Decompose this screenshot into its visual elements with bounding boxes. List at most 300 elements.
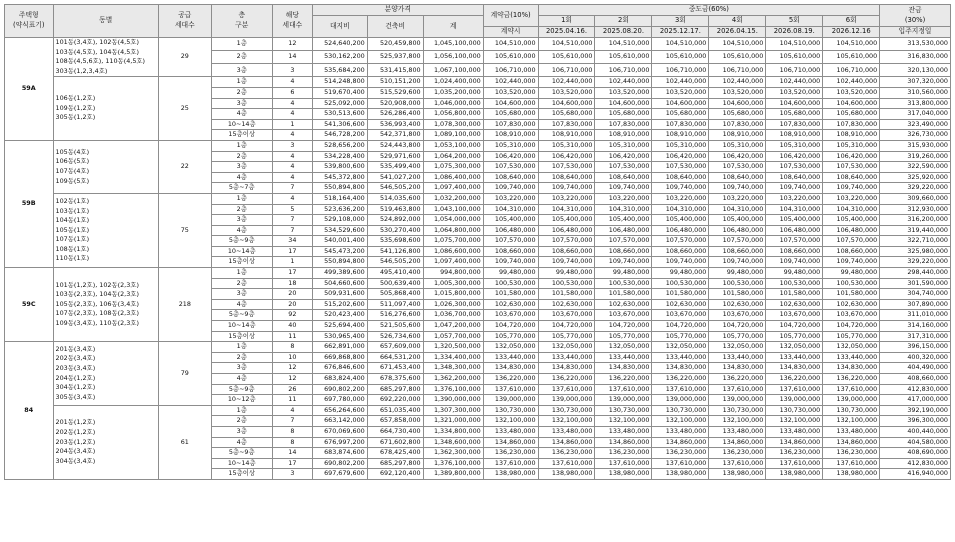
floor-cell: 4층: [211, 299, 272, 310]
floor-cell: 2층: [211, 51, 272, 64]
total-price-cell: 1,005,300,000: [423, 278, 483, 289]
balance-cell: 400,320,000: [880, 352, 951, 363]
land-price-cell: 540,001,400: [312, 236, 367, 247]
dong-line: 109동(3,4호), 110동(2,3호): [55, 319, 139, 328]
middle-payment-cell: 104,720,000: [823, 321, 880, 332]
total-price-cell: 1,075,700,000: [423, 236, 483, 247]
deposit-cell: 106,480,000: [483, 225, 538, 236]
middle-payment-cell: 99,480,000: [823, 268, 880, 279]
balance-cell: 412,830,000: [880, 384, 951, 395]
middle-payment-cell: 102,630,000: [823, 299, 880, 310]
middle-payment-cell: 104,310,000: [538, 204, 595, 215]
deposit-cell: 109,740,000: [483, 257, 538, 268]
middle-payment-cell: 109,740,000: [595, 257, 652, 268]
middle-payment-cell: 108,910,000: [709, 130, 766, 141]
building-price-cell: 505,868,400: [367, 289, 423, 300]
middle-payment-cell: 132,050,000: [823, 342, 880, 353]
middle-payment-cell: 107,570,000: [823, 236, 880, 247]
middle-payment-cell: 107,530,000: [766, 162, 823, 173]
building-price-cell: 664,730,400: [367, 426, 423, 437]
middle-payment-cell: 101,580,000: [652, 289, 709, 300]
middle-payment-cell: 105,310,000: [595, 140, 652, 151]
balance-cell: 298,440,000: [880, 268, 951, 279]
land-price-cell: 670,069,600: [312, 426, 367, 437]
total-price-cell: 1,053,100,000: [423, 140, 483, 151]
units-cell: 3: [272, 64, 312, 77]
middle-payment-cell: 105,770,000: [595, 331, 652, 342]
middle-payment-cell: 103,520,000: [538, 87, 595, 98]
units-cell: 3: [272, 469, 312, 480]
dong-line: 101동(1,2호), 102동(2,3호): [55, 280, 139, 289]
middle-payment-cell: 132,100,000: [652, 416, 709, 427]
middle-payment-cell: 102,440,000: [538, 77, 595, 88]
middle-payment-cell: 109,740,000: [823, 257, 880, 268]
middle-payment-cell: 106,710,000: [823, 64, 880, 77]
land-price-cell: 530,965,400: [312, 331, 367, 342]
land-price-cell: 656,264,600: [312, 405, 367, 416]
middle-payment-cell: 108,660,000: [766, 246, 823, 257]
middle-payment-cell: 105,770,000: [538, 331, 595, 342]
header-type: 주택형 (약식표기): [5, 5, 54, 38]
deposit-cell: 102,630,000: [483, 299, 538, 310]
middle-payment-cell: 134,860,000: [709, 437, 766, 448]
units-cell: 17: [272, 268, 312, 279]
middle-payment-cell: 100,530,000: [652, 278, 709, 289]
middle-payment-cell: 105,610,000: [709, 51, 766, 64]
middle-payment-cell: 105,310,000: [652, 140, 709, 151]
building-price-cell: 520,459,800: [367, 38, 423, 51]
middle-payment-cell: 133,480,000: [823, 426, 880, 437]
units-cell: 8: [272, 437, 312, 448]
dong-list-cell: [53, 342, 158, 406]
floor-cell: 1층: [211, 77, 272, 88]
middle-payment-cell: 101,580,000: [538, 289, 595, 300]
land-price-cell: 697,679,600: [312, 469, 367, 480]
middle-payment-cell: 109,740,000: [652, 257, 709, 268]
floor-cell: 5층~9층: [211, 236, 272, 247]
total-price-cell: 1,075,300,000: [423, 162, 483, 173]
deposit-cell: 134,860,000: [483, 437, 538, 448]
middle-payment-cell: 105,400,000: [709, 215, 766, 226]
middle-payment-cell: 132,100,000: [766, 416, 823, 427]
dong-list-cell: [53, 38, 158, 77]
deposit-cell: 107,830,000: [483, 119, 538, 130]
middle-payment-cell: 133,480,000: [538, 426, 595, 437]
land-price-cell: 690,802,200: [312, 384, 367, 395]
floor-cell: 10~14층: [211, 119, 272, 130]
middle-payment-cell: 107,830,000: [652, 119, 709, 130]
building-price-cell: 526,734,600: [367, 331, 423, 342]
middle-payment-cell: 108,640,000: [766, 172, 823, 183]
middle-payment-cell: 109,740,000: [652, 183, 709, 194]
floor-cell: 2층: [211, 87, 272, 98]
middle-payment-cell: 107,570,000: [595, 236, 652, 247]
units-cell: 4: [272, 98, 312, 109]
dong-line: 305동(1,2호): [55, 113, 96, 122]
middle-payment-cell: 139,000,000: [538, 395, 595, 406]
middle-payment-cell: 130,730,000: [652, 405, 709, 416]
floor-cell: 4층: [211, 172, 272, 183]
middle-payment-cell: 108,910,000: [652, 130, 709, 141]
floor-cell: 15층이상: [211, 257, 272, 268]
dong-line: 105동(1호): [55, 225, 90, 234]
dong-line: 108동(1호): [55, 244, 90, 253]
middle-payment-cell: 108,640,000: [709, 172, 766, 183]
deposit-cell: 108,910,000: [483, 130, 538, 141]
floor-cell: 3층: [211, 215, 272, 226]
middle-payment-cell: 107,830,000: [709, 119, 766, 130]
supply-units-cell: 25: [158, 77, 211, 141]
middle-payment-cell: 104,310,000: [823, 204, 880, 215]
middle-payment-cell: 105,680,000: [538, 109, 595, 120]
middle-payment-cell: 139,000,000: [652, 395, 709, 406]
units-cell: 4: [272, 109, 312, 120]
deposit-cell: 105,770,000: [483, 331, 538, 342]
middle-payment-cell: 137,610,000: [823, 384, 880, 395]
deposit-cell: 109,740,000: [483, 183, 538, 194]
building-price-cell: 536,993,400: [367, 119, 423, 130]
floor-cell: 1층: [211, 342, 272, 353]
total-price-cell: 1,389,800,000: [423, 469, 483, 480]
middle-payment-cell: 104,510,000: [538, 38, 595, 51]
middle-payment-cell: 102,630,000: [538, 299, 595, 310]
dong-line: 201동(1,2호): [55, 418, 96, 427]
units-cell: 12: [272, 38, 312, 51]
table-row: [5, 140, 951, 151]
land-price-cell: 520,423,400: [312, 310, 367, 321]
middle-payment-cell: 137,610,000: [595, 384, 652, 395]
land-price-cell: 519,670,400: [312, 87, 367, 98]
middle-payment-cell: 105,680,000: [652, 109, 709, 120]
middle-payment-cell: 106,480,000: [595, 225, 652, 236]
table-row: [5, 405, 951, 416]
middle-payment-cell: 104,720,000: [538, 321, 595, 332]
middle-payment-cell: 105,770,000: [766, 331, 823, 342]
floor-cell: 2층: [211, 416, 272, 427]
land-price-cell: 690,802,200: [312, 458, 367, 469]
header-units: 해당 세대수: [272, 5, 312, 38]
middle-payment-cell: 107,570,000: [652, 236, 709, 247]
land-price-cell: 663,142,000: [312, 416, 367, 427]
dong-line: 108동(4,5,6호), 110동(4,5호): [55, 57, 146, 66]
building-price-cell: 678,425,400: [367, 448, 423, 459]
unit-type-cell: 59A: [5, 38, 54, 141]
middle-payment-cell: 132,050,000: [595, 342, 652, 353]
middle-payment-cell: 134,860,000: [823, 437, 880, 448]
building-price-cell: 526,286,400: [367, 109, 423, 120]
middle-payment-cell: 133,480,000: [595, 426, 652, 437]
middle-payment-cell: 137,610,000: [766, 384, 823, 395]
land-price-cell: 504,660,600: [312, 278, 367, 289]
balance-cell: 304,740,000: [880, 289, 951, 300]
middle-payment-cell: 103,220,000: [652, 193, 709, 204]
middle-payment-cell: 106,480,000: [652, 225, 709, 236]
building-price-cell: 531,415,800: [367, 64, 423, 77]
deposit-cell: 100,530,000: [483, 278, 538, 289]
middle-payment-cell: 101,580,000: [709, 289, 766, 300]
header-installment-date: 2026.12.16: [823, 27, 880, 38]
dong-line: 304동(3,4호): [55, 456, 96, 465]
middle-payment-cell: 109,740,000: [766, 257, 823, 268]
table-body: [5, 38, 951, 480]
dong-line: 203동(3,4호): [55, 363, 96, 372]
middle-payment-cell: 102,440,000: [823, 77, 880, 88]
header-balance-sub: 입주지정일: [880, 27, 951, 38]
floor-cell: 5층~9층: [211, 448, 272, 459]
floor-cell: 2층: [211, 352, 272, 363]
building-price-cell: 651,035,400: [367, 405, 423, 416]
total-price-cell: 1,362,200,000: [423, 374, 483, 385]
middle-payment-cell: 108,640,000: [538, 172, 595, 183]
middle-payment-cell: 132,050,000: [766, 342, 823, 353]
deposit-cell: 106,710,000: [483, 64, 538, 77]
units-cell: 26: [272, 384, 312, 395]
total-price-cell: 1,089,100,000: [423, 130, 483, 141]
units-cell: 20: [272, 299, 312, 310]
total-price-cell: 1,024,400,000: [423, 77, 483, 88]
middle-payment-cell: 104,600,000: [595, 98, 652, 109]
middle-payment-cell: 108,660,000: [823, 246, 880, 257]
building-price-cell: 541,126,800: [367, 246, 423, 257]
total-price-cell: 1,348,300,000: [423, 363, 483, 374]
middle-payment-cell: 103,520,000: [652, 87, 709, 98]
dong-line: 110동(1호): [55, 254, 90, 263]
balance-cell: 329,220,000: [880, 257, 951, 268]
total-price-cell: 1,057,700,000: [423, 331, 483, 342]
middle-payment-cell: 106,480,000: [823, 225, 880, 236]
total-price-cell: 1,097,400,000: [423, 257, 483, 268]
middle-payment-cell: 136,230,000: [652, 448, 709, 459]
land-price-cell: 545,372,800: [312, 172, 367, 183]
floor-cell: 3층: [211, 64, 272, 77]
dong-line: 304동(1,2호): [55, 383, 96, 392]
middle-payment-cell: 107,530,000: [595, 162, 652, 173]
dong-line: 106동(5호): [55, 157, 90, 166]
middle-payment-cell: 106,710,000: [766, 64, 823, 77]
middle-payment-cell: 106,710,000: [709, 64, 766, 77]
supply-units-cell: 22: [158, 140, 211, 193]
balance-cell: 316,830,000: [880, 51, 951, 64]
middle-payment-cell: 134,860,000: [766, 437, 823, 448]
middle-payment-cell: 105,310,000: [823, 140, 880, 151]
deposit-cell: 102,440,000: [483, 77, 538, 88]
building-price-cell: 530,270,400: [367, 225, 423, 236]
land-price-cell: 515,202,600: [312, 299, 367, 310]
middle-payment-cell: 139,000,000: [595, 395, 652, 406]
middle-payment-cell: 138,980,000: [709, 469, 766, 480]
middle-payment-cell: 103,670,000: [823, 310, 880, 321]
middle-payment-cell: 133,440,000: [595, 352, 652, 363]
middle-payment-cell: 104,310,000: [652, 204, 709, 215]
middle-payment-cell: 104,510,000: [766, 38, 823, 51]
total-price-cell: 1,064,800,000: [423, 225, 483, 236]
dong-line: 105동(4호): [55, 147, 90, 156]
floor-cell: 10~12층: [211, 395, 272, 406]
middle-payment-cell: 103,520,000: [595, 87, 652, 98]
land-price-cell: 509,931,600: [312, 289, 367, 300]
middle-payment-cell: 136,220,000: [823, 374, 880, 385]
floor-cell: 15층이상: [211, 331, 272, 342]
deposit-cell: 104,600,000: [483, 98, 538, 109]
units-cell: 8: [272, 426, 312, 437]
building-price-cell: 511,097,400: [367, 299, 423, 310]
land-price-cell: 528,656,200: [312, 140, 367, 151]
middle-payment-cell: 107,570,000: [538, 236, 595, 247]
middle-payment-cell: 104,600,000: [538, 98, 595, 109]
deposit-cell: 139,000,000: [483, 395, 538, 406]
dong-list-cell: [53, 268, 158, 342]
units-cell: 7: [272, 416, 312, 427]
total-price-cell: 1,086,400,000: [423, 172, 483, 183]
units-cell: 17: [272, 246, 312, 257]
units-cell: 17: [272, 458, 312, 469]
middle-payment-cell: 136,230,000: [538, 448, 595, 459]
middle-payment-cell: 104,600,000: [652, 98, 709, 109]
middle-payment-cell: 108,910,000: [538, 130, 595, 141]
middle-payment-cell: 130,730,000: [823, 405, 880, 416]
middle-payment-cell: 105,400,000: [823, 215, 880, 226]
balance-cell: 319,440,000: [880, 225, 951, 236]
units-cell: 7: [272, 225, 312, 236]
total-price-cell: 1,307,300,000: [423, 405, 483, 416]
balance-cell: 323,490,000: [880, 119, 951, 130]
middle-payment-cell: 133,480,000: [709, 426, 766, 437]
balance-cell: 316,200,000: [880, 215, 951, 226]
middle-payment-cell: 107,530,000: [538, 162, 595, 173]
units-cell: 4: [272, 77, 312, 88]
total-price-cell: 1,067,100,000: [423, 64, 483, 77]
total-price-cell: 1,043,100,000: [423, 204, 483, 215]
building-price-cell: 664,531,200: [367, 352, 423, 363]
units-cell: 4: [272, 172, 312, 183]
middle-payment-cell: 103,670,000: [538, 310, 595, 321]
middle-payment-cell: 102,630,000: [595, 299, 652, 310]
units-cell: 34: [272, 236, 312, 247]
dong-line: 109동(1,2호): [55, 103, 96, 112]
middle-payment-cell: 109,740,000: [538, 257, 595, 268]
header-installment-label: 5회: [766, 16, 823, 27]
middle-payment-cell: 104,720,000: [652, 321, 709, 332]
deposit-cell: 99,480,000: [483, 268, 538, 279]
units-cell: 5: [272, 204, 312, 215]
units-cell: 14: [272, 448, 312, 459]
balance-cell: 392,190,000: [880, 405, 951, 416]
balance-cell: 310,560,000: [880, 87, 951, 98]
balance-cell: 317,040,000: [880, 109, 951, 120]
floor-cell: 1층: [211, 193, 272, 204]
deposit-cell: 101,580,000: [483, 289, 538, 300]
middle-payment-cell: 103,670,000: [766, 310, 823, 321]
middle-payment-cell: 133,440,000: [538, 352, 595, 363]
middle-payment-cell: 139,000,000: [766, 395, 823, 406]
building-price-cell: 678,375,600: [367, 374, 423, 385]
total-price-cell: 1,064,200,000: [423, 151, 483, 162]
dong-line: 204동(3,4호): [55, 447, 96, 456]
middle-payment-cell: 105,310,000: [766, 140, 823, 151]
middle-payment-cell: 139,000,000: [709, 395, 766, 406]
floor-cell: 4층: [211, 225, 272, 236]
floor-cell: 5층~9층: [211, 310, 272, 321]
floor-cell: 4층: [211, 374, 272, 385]
middle-payment-cell: 130,730,000: [595, 405, 652, 416]
units-cell: 4: [272, 151, 312, 162]
middle-payment-cell: 105,610,000: [595, 51, 652, 64]
dong-line: 305동(3,4호): [55, 392, 96, 401]
deposit-cell: 132,100,000: [483, 416, 538, 427]
middle-payment-cell: 107,530,000: [709, 162, 766, 173]
middle-payment-cell: 99,480,000: [766, 268, 823, 279]
middle-payment-cell: 101,580,000: [823, 289, 880, 300]
deposit-cell: 103,520,000: [483, 87, 538, 98]
middle-payment-cell: 109,740,000: [766, 183, 823, 194]
middle-payment-cell: 136,230,000: [766, 448, 823, 459]
land-price-cell: 523,636,200: [312, 204, 367, 215]
middle-payment-cell: 105,400,000: [595, 215, 652, 226]
middle-payment-cell: 108,640,000: [652, 172, 709, 183]
middle-payment-cell: 137,610,000: [823, 458, 880, 469]
header-deposit-sub: 계약시: [483, 27, 538, 38]
floor-cell: 4층: [211, 437, 272, 448]
table-row: [5, 38, 951, 51]
middle-payment-cell: 104,720,000: [766, 321, 823, 332]
middle-payment-cell: 105,680,000: [766, 109, 823, 120]
building-price-cell: 541,027,200: [367, 172, 423, 183]
middle-payment-cell: 138,980,000: [766, 469, 823, 480]
middle-payment-cell: 105,680,000: [709, 109, 766, 120]
middle-payment-cell: 104,510,000: [823, 38, 880, 51]
middle-payment-cell: 104,510,000: [709, 38, 766, 51]
header-building: 건축비: [367, 16, 423, 38]
total-price-cell: 1,026,300,000: [423, 299, 483, 310]
balance-cell: 325,920,000: [880, 172, 951, 183]
balance-cell: 313,530,000: [880, 38, 951, 51]
middle-payment-cell: 136,220,000: [766, 374, 823, 385]
middle-payment-cell: 104,720,000: [709, 321, 766, 332]
middle-payment-cell: 109,740,000: [709, 183, 766, 194]
total-price-cell: 1,032,200,000: [423, 193, 483, 204]
middle-payment-cell: 136,220,000: [595, 374, 652, 385]
middle-payment-cell: 130,730,000: [709, 405, 766, 416]
middle-payment-cell: 134,860,000: [652, 437, 709, 448]
table-header: [5, 5, 951, 38]
balance-cell: 329,220,000: [880, 183, 951, 194]
middle-payment-cell: 139,000,000: [823, 395, 880, 406]
middle-payment-cell: 134,830,000: [823, 363, 880, 374]
units-cell: 92: [272, 310, 312, 321]
deposit-cell: 137,610,000: [483, 384, 538, 395]
middle-payment-cell: 136,220,000: [709, 374, 766, 385]
land-price-cell: 669,868,800: [312, 352, 367, 363]
total-price-cell: 1,376,100,000: [423, 384, 483, 395]
middle-payment-cell: 136,220,000: [652, 374, 709, 385]
middle-payment-cell: 103,520,000: [766, 87, 823, 98]
header-middle-payment: 중도금(60%): [538, 5, 880, 16]
building-price-cell: 685,297,800: [367, 384, 423, 395]
units-cell: 20: [272, 289, 312, 300]
middle-payment-cell: 105,770,000: [652, 331, 709, 342]
header-installment-label: 3회: [652, 16, 709, 27]
dong-line: 203동(1,2호): [55, 437, 96, 446]
middle-payment-cell: 104,510,000: [652, 38, 709, 51]
balance-cell: 326,730,000: [880, 130, 951, 141]
floor-cell: 2층: [211, 204, 272, 215]
header-supply-units: 공급 세대수: [158, 5, 211, 38]
total-price-cell: 1,390,000,000: [423, 395, 483, 406]
balance-cell: 307,320,000: [880, 77, 951, 88]
middle-payment-cell: 104,600,000: [823, 98, 880, 109]
dong-list-cell: [53, 77, 158, 141]
units-cell: 8: [272, 342, 312, 353]
